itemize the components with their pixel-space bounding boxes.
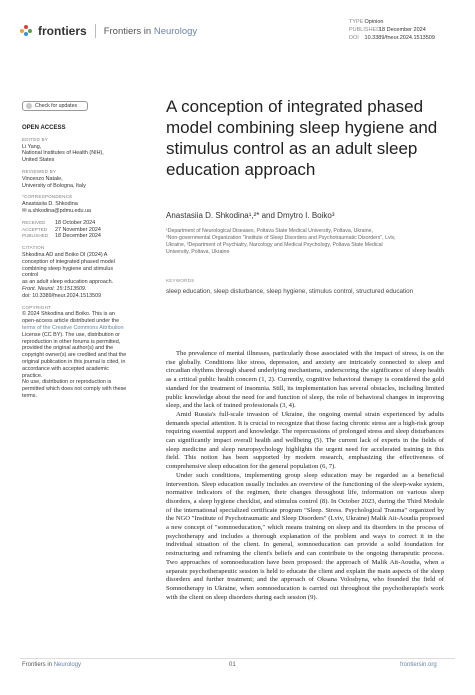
frontiers-logo-icon [20,25,34,37]
footer-site[interactable]: frontiersin.org [400,662,437,668]
article-meta [349,18,435,42]
copyright-line: reproduction in other forums is permitted, [22,338,121,345]
citation-label: CITATION [22,245,45,251]
citation [22,252,129,300]
citation-line: conception of integrated phased model [22,258,115,265]
copyright [22,311,129,399]
doi-label: DOI [349,35,359,41]
page-number: 01 [229,662,236,668]
copyright-label: COPYRIGHT [22,304,52,310]
reviewed-by [22,176,129,190]
citation-line: Shkodina AD and Boiko DI (2024) A [22,251,108,258]
type-label: TYPE [349,19,364,25]
published-date: 18 December 2024 [55,233,101,240]
editor-name: Li Yang, [22,143,42,150]
correspondence-email[interactable]: a.shkodina@pdmu.edu.ua [28,207,92,214]
affiliations [166,228,446,256]
copyright-line: open-access article distributed under the [22,318,120,325]
article-body [166,350,444,602]
reviewer-affil: University of Bologna, Italy [22,182,86,189]
footer-journal-prefix: Frontiers in [22,662,53,668]
email-icon: ✉ [22,207,27,214]
correspondence-name: Anastasiia D. Shkodina [22,201,78,208]
edited-by-label: EDITED BY [22,136,49,142]
received-label: RECEIVED [22,219,46,225]
copyright-line: terms of the Creative Commons Attribution [22,324,124,331]
brand-name: frontiers [38,24,87,38]
accepted-label: ACCEPTED [22,226,48,232]
copyright-line: No use, distribution or reproduction is [22,379,112,386]
copyright-line: original publication in this journal is cited, in [22,358,126,365]
copyright-line: permitted which does not comply with these [22,386,127,393]
copyright-line: accordance with accepted academic practice. [22,365,109,379]
affiliation-line: Ukraine, ³Department of Psychiatry, Narcology and Medical Psychology, Poltava State Medical [166,242,383,248]
body-paragraph: Under such conditions, implementing group sleep education may be regarded as a beneficial intervention. Sleep education usually includes an overview of the functioning of the sleep-wake system, normative indicators of the regimen, their changes throughout life, information on various sleep disorders, a sleep hygiene checklist, and stimulus control (8). In October 2023, during the Third Module of the international specialized certificate program "Sleep. Stress. Psychological Trauma" organized by the NGO "Institute of Psychotraumatic and Sleep Disorders" (Lviv, Ukraine) Malik Ait-Aoudia proposed a new concept of "somnoeducation," which means training on sleep and its disorders in the process of psychotherapy and includes a thorough explanation of the problem and ways to correct it in the individual situation of the client. In general, somnoeducation can provide a solid foundation for restructuring and reframing the client's beliefs and can contribute to the ongoing therapeutic process. Two approaches of somnoeducation have been proposed: the approach of Malik Ait-Aoudia, when a separate psychotherapeutic session is held to educate the client and explain the main aspects of the sleep disorders and further treatment; and the approach of Oksana Voloshyna, who founded the field of Somnotherapy in Ukraine, when somnoeducation is carried out throughout the psychotherapist's work with the client on sleep disorders during each session (9). [166,471,444,601]
correspondence-email-row[interactable] [22,208,129,215]
footer-journal-name: Neurology [53,662,82,668]
article-authors: Anastasiia D. Shkodina¹,²* and Dmytro I. Boiko³ [166,211,335,220]
footer-journal[interactable] [22,662,81,668]
published-label-side: PUBLISHED [22,233,49,239]
citation-line: combining sleep hygiene and stimulus control [22,265,114,279]
published-value: 18 December 2024 [379,27,426,33]
editor-country: United States [22,157,55,164]
received-date: 18 October 2024 [55,219,96,226]
check-updates-label: Check for updates [35,103,78,109]
citation-line: doi: 10.3389/fneur.2024.1513509 [22,292,102,299]
citation-line: Front. Neurol. 15:1513509. [22,285,87,292]
article-title: A conception of integrated phased model combining sleep hygiene and stimulus control as an adult sleep education approach [166,97,438,179]
keywords: sleep education, sleep disturbance, sleep hygiene, stimulus control, structured education [166,288,414,295]
affiliation-line: University, Poltava, Ukraine [166,249,230,255]
reviewer-name: Vincenzo Natale, [22,175,63,182]
check-updates-icon [26,103,32,109]
published-label: PUBLISHED [349,27,381,33]
open-access-label: OPEN ACCESS [22,125,66,131]
editor-affil: National Institutes of Health (NIH), [22,150,104,157]
body-paragraph: The prevalence of mental illnesses, particularly those associated with the impact of stress, is on the rise globally. Conditions like stress, depression, and anxiety are intricately connected to sleep and circadian rhythms through shared underlying mechanisms, underscoring the significance of sleep health as a critical public health concern (1, 2). Currently, cognitive behavioral therapy is considered the gold standard for the treatment of insomnia. Still, its implementation has several obstacles, including limited public knowledge about the need for and function of sleep, the role of behavioral changes in improving sleep, and the lack of trained professionals (3, 4). [166,350,444,410]
type-value: Opinion [364,19,384,25]
copyright-line: terms. [22,392,37,399]
body-paragraph: Amid Russia's full-scale invasion of Ukraine, the ongoing mental strain experienced by adults demands special attention. It is crucial to recognize that those facing chronic stress are a high-risk group requiring essential support and knowledge. The repercussions of prolonged stress and sleep disturbances can significantly impact overall health and wellbeing (5). The current lack of experts in the fields of sleep medicine and sleep neuropsychology highlights the urgent need for accelerated training in this field. This notion has been supported by modern research, emphasizing the effectiveness of comprehensive sleep education for the general population (6, 7). [166,410,444,471]
journal-name [104,26,197,37]
copyright-line: provided the original author(s) and the [22,345,114,352]
journal-title: Neurology [153,25,198,37]
reviewed-by-label: REVIEWED BY [22,168,57,174]
edited-by [22,144,129,164]
journal-prefix: Frontiers in [103,25,152,37]
dates [22,220,129,240]
accepted-date: 27 November 2024 [55,226,101,233]
affiliation-line: ²Non-governmental Organization "Institute of Sleep Disorders and Psychotraumatic Disorders", Lviv, [166,235,396,241]
footer-site-link[interactable] [400,662,437,668]
footer-divider [20,658,455,659]
logo-divider [95,24,96,38]
check-for-updates-button[interactable] [22,101,88,111]
frontiers-logo[interactable] [20,24,197,38]
correspondence-label: *CORRESPONDENCE [22,194,73,200]
copyright-line: © 2024 Shkodina and Boiko. This is an [22,311,115,318]
citation-line: as an adult sleep education approach. [22,279,114,286]
sidebar [22,125,129,400]
doi-value[interactable]: 10.3389/fneur.2024.1513509 [364,35,435,41]
copyright-line: copyright owner(s) are credited and that the [22,352,127,359]
keywords-label: KEYWORDS [166,278,195,283]
copyright-line: License (CC BY). The use, distribution or [22,331,120,338]
affiliation-line: ¹Department of Neurological Diseases, Poltava State Medical University, Poltava, Ukraine, [166,228,373,234]
